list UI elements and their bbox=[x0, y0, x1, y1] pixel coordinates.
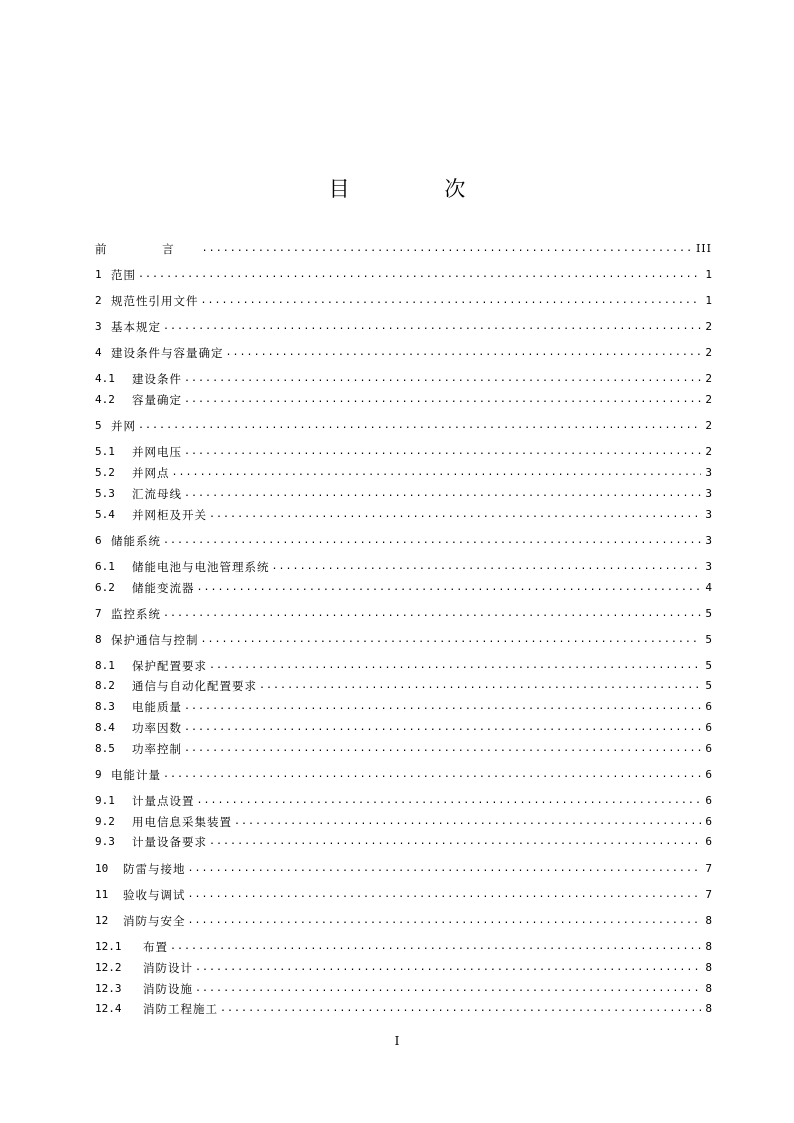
toc-leader-dots bbox=[201, 294, 702, 308]
toc-entry-title: 建设条件 bbox=[132, 372, 182, 386]
toc-entry-title: 验收与调试 bbox=[123, 888, 186, 902]
toc-entry-number: 12.4 bbox=[95, 1002, 122, 1015]
toc-entry-title: 并网点 bbox=[132, 466, 170, 480]
toc-entry-12[interactable] bbox=[95, 910, 712, 928]
toc-entry-10[interactable] bbox=[95, 858, 712, 876]
toc-entry-number: 6.2 bbox=[95, 581, 115, 594]
toc-entry-page: 7 bbox=[705, 862, 712, 875]
toc-leader-dots bbox=[184, 487, 701, 501]
toc-entry-number: 8.4 bbox=[95, 721, 115, 734]
toc-leader-dots bbox=[188, 862, 702, 876]
toc-entry-title: 储能电池与电池管理系统 bbox=[132, 560, 270, 574]
toc-entry-8-1[interactable] bbox=[95, 655, 712, 673]
toc-entry-page: 6 bbox=[705, 794, 712, 807]
toc-leader-dots bbox=[209, 835, 701, 849]
toc-entry-5-3[interactable] bbox=[95, 483, 712, 501]
toc-leader-dots bbox=[188, 914, 702, 928]
toc-entry-6[interactable] bbox=[95, 530, 712, 548]
toc-entry-page: 2 bbox=[705, 445, 712, 458]
toc-entry-page: 5 bbox=[705, 679, 712, 692]
toc-entry-9-2[interactable] bbox=[95, 811, 712, 829]
toc-entry-page: 6 bbox=[705, 742, 712, 755]
page-title: 目 次 bbox=[328, 177, 510, 201]
toc-entry-5-1[interactable] bbox=[95, 441, 712, 459]
toc-entry-title: 消防工程施工 bbox=[143, 1002, 218, 1016]
toc-entry-title: 通信与自动化配置要求 bbox=[132, 679, 257, 693]
toc-entry-number: 4.1 bbox=[95, 372, 115, 385]
toc-entry-4[interactable] bbox=[95, 342, 712, 360]
toc-entry-title: 规范性引用文件 bbox=[111, 294, 199, 308]
toc-entry-number: 5.4 bbox=[95, 508, 115, 521]
toc-leader-dots bbox=[170, 940, 701, 954]
toc-entry-page: 1 bbox=[705, 268, 712, 281]
toc-entry-page: 8 bbox=[705, 940, 712, 953]
toc-entry-4-2[interactable] bbox=[95, 389, 712, 407]
toc-entry-6-1[interactable] bbox=[95, 556, 712, 574]
toc-entry-8[interactable] bbox=[95, 629, 712, 647]
toc-entry-8-5[interactable] bbox=[95, 738, 712, 756]
toc-entry-title: 汇流母线 bbox=[132, 487, 182, 501]
toc-entry-page: 5 bbox=[705, 633, 712, 646]
toc-entry-number: 9 bbox=[95, 768, 102, 781]
toc-entry-number: 10 bbox=[95, 862, 109, 875]
toc-leader-dots bbox=[209, 659, 701, 673]
toc-entry-7[interactable] bbox=[95, 603, 712, 621]
toc-entry-title: 功率控制 bbox=[132, 742, 182, 756]
toc-leader-dots bbox=[163, 768, 701, 782]
toc-leader-dots bbox=[259, 679, 701, 693]
toc-entry-title: 布置 bbox=[143, 940, 168, 954]
toc-entry-5-2[interactable] bbox=[95, 462, 712, 480]
toc-entry-4-1[interactable] bbox=[95, 368, 712, 386]
toc-entry-title: 容量确定 bbox=[132, 393, 182, 407]
toc-entry-number: 8.5 bbox=[95, 742, 115, 755]
toc-entry-number: 9.2 bbox=[95, 815, 115, 828]
toc-entry-page: 6 bbox=[705, 835, 712, 848]
toc-entry-title: 用电信息采集装置 bbox=[132, 815, 232, 829]
toc-entry-page: III bbox=[695, 242, 712, 255]
toc-entry-number: 1 bbox=[95, 268, 102, 281]
toc-entry-page: 2 bbox=[705, 393, 712, 406]
toc-entry-number: 7 bbox=[95, 607, 102, 620]
toc-entry-page: 8 bbox=[705, 961, 712, 974]
toc-entry-number: 12.3 bbox=[95, 982, 122, 995]
page-number: I bbox=[394, 1034, 400, 1048]
toc-entry-page: 4 bbox=[705, 581, 712, 594]
toc-entry-number: 8.2 bbox=[95, 679, 115, 692]
toc-entry-title: 基本规定 bbox=[111, 320, 161, 334]
toc-entry-page: 3 bbox=[705, 508, 712, 521]
toc-entry-number: 8.1 bbox=[95, 659, 115, 672]
toc-entry-title: 功率因数 bbox=[132, 721, 182, 735]
toc-entry-number: 5.1 bbox=[95, 445, 115, 458]
toc-entry-number: 12.1 bbox=[95, 940, 122, 953]
toc-entry-number: 12.2 bbox=[95, 961, 122, 974]
toc-entry-3[interactable] bbox=[95, 316, 712, 334]
toc-entry-9-3[interactable] bbox=[95, 831, 712, 849]
toc-entry-8-4[interactable] bbox=[95, 717, 712, 735]
toc-entry-page: 6 bbox=[705, 721, 712, 734]
toc-leader-dots bbox=[184, 700, 701, 714]
toc-entry-title: 前 言 bbox=[95, 242, 200, 256]
toc-entry-1[interactable] bbox=[95, 264, 712, 282]
toc-entry-12-2[interactable] bbox=[95, 957, 712, 975]
toc-entry-page: 5 bbox=[705, 607, 712, 620]
toc-entry-title: 并网电压 bbox=[132, 445, 182, 459]
toc-leader-dots bbox=[184, 721, 701, 735]
toc-entry-title: 消防设施 bbox=[143, 982, 193, 996]
toc-entry-page: 2 bbox=[705, 320, 712, 333]
toc-entry-title: 防雷与接地 bbox=[123, 862, 186, 876]
toc-entry-6-2[interactable] bbox=[95, 577, 712, 595]
toc-entry-number: 11 bbox=[95, 888, 109, 901]
toc-entry-2[interactable] bbox=[95, 290, 712, 308]
toc-entry-page: 3 bbox=[705, 534, 712, 547]
toc-leader-dots bbox=[184, 393, 701, 407]
toc-entry-12-4[interactable] bbox=[95, 998, 712, 1016]
toc-entry-title: 电能计量 bbox=[111, 768, 161, 782]
toc-entry-page: 2 bbox=[705, 372, 712, 385]
toc-entry-number: 2 bbox=[95, 294, 102, 307]
toc-leader-dots bbox=[184, 372, 701, 386]
toc-entry-page: 5 bbox=[705, 659, 712, 672]
toc-entry-number: 9.3 bbox=[95, 835, 115, 848]
toc-leader-dots bbox=[184, 445, 701, 459]
toc-entry-8-3[interactable] bbox=[95, 696, 712, 714]
toc-entry-title: 保护通信与控制 bbox=[111, 633, 199, 647]
toc-entry-title: 并网柜及开关 bbox=[132, 508, 207, 522]
toc-entry-11[interactable] bbox=[95, 884, 712, 902]
toc-leader-dots bbox=[195, 982, 701, 996]
toc-leader-dots bbox=[188, 888, 702, 902]
toc-entry-number: 5.2 bbox=[95, 466, 115, 479]
toc-entry-title: 消防设计 bbox=[143, 961, 193, 975]
toc-entry-title: 并网 bbox=[111, 419, 136, 433]
toc-entry-5-4[interactable] bbox=[95, 504, 712, 522]
toc-entry-title: 建设条件与容量确定 bbox=[111, 346, 224, 360]
toc-entry-title: 保护配置要求 bbox=[132, 659, 207, 673]
toc-entry-page: 3 bbox=[705, 487, 712, 500]
toc-leader-dots bbox=[201, 633, 702, 647]
toc-leader-dots bbox=[197, 794, 702, 808]
toc-entry-number: 5 bbox=[95, 419, 102, 432]
toc-leader-dots bbox=[202, 242, 692, 256]
toc-entry-page: 2 bbox=[705, 419, 712, 432]
toc-entry-number: 9.1 bbox=[95, 794, 115, 807]
toc-leader-dots bbox=[272, 560, 702, 574]
toc-leader-dots bbox=[138, 419, 701, 433]
toc-leader-dots bbox=[163, 320, 701, 334]
toc-entry-preface[interactable] bbox=[95, 238, 712, 256]
toc-entry-title: 计量设备要求 bbox=[132, 835, 207, 849]
toc-entry-page: 8 bbox=[705, 982, 712, 995]
toc-entry-number: 3 bbox=[95, 320, 102, 333]
toc-entry-title: 电能质量 bbox=[132, 700, 182, 714]
toc-entry-number: 8.3 bbox=[95, 700, 115, 713]
toc-leader-dots bbox=[163, 534, 701, 548]
toc-entry-page: 3 bbox=[705, 466, 712, 479]
toc-leader-dots bbox=[220, 1002, 701, 1016]
toc-entry-12-1[interactable] bbox=[95, 936, 712, 954]
toc-leader-dots bbox=[138, 268, 701, 282]
toc-leader-dots bbox=[209, 508, 701, 522]
toc-entry-page: 3 bbox=[705, 560, 712, 573]
toc-entry-page: 8 bbox=[705, 1002, 712, 1015]
toc-leader-dots bbox=[172, 466, 702, 480]
toc-entry-title: 计量点设置 bbox=[132, 794, 195, 808]
toc-entry-page: 6 bbox=[705, 768, 712, 781]
toc-entry-page: 6 bbox=[705, 815, 712, 828]
toc-leader-dots bbox=[197, 581, 702, 595]
toc-leader-dots bbox=[226, 346, 702, 360]
toc-entry-9[interactable] bbox=[95, 764, 712, 782]
toc-leader-dots bbox=[163, 607, 701, 621]
toc-entry-title: 消防与安全 bbox=[123, 914, 186, 928]
toc-entry-page: 2 bbox=[705, 346, 712, 359]
toc-leader-dots bbox=[195, 961, 701, 975]
toc-entry-number: 4 bbox=[95, 346, 102, 359]
toc-entry-page: 6 bbox=[705, 700, 712, 713]
toc-entry-5[interactable] bbox=[95, 415, 712, 433]
toc-leader-dots bbox=[184, 742, 701, 756]
toc-entry-title: 储能变流器 bbox=[132, 581, 195, 595]
toc-entry-title: 范围 bbox=[111, 268, 136, 282]
toc-entry-number: 5.3 bbox=[95, 487, 115, 500]
toc-leader-dots bbox=[234, 815, 701, 829]
toc-entry-number: 8 bbox=[95, 633, 102, 646]
toc-entry-number: 4.2 bbox=[95, 393, 115, 406]
toc-entry-9-1[interactable] bbox=[95, 790, 712, 808]
toc-entry-12-3[interactable] bbox=[95, 978, 712, 996]
toc-entry-number: 6.1 bbox=[95, 560, 115, 573]
toc-entry-number: 12 bbox=[95, 914, 109, 927]
toc-entry-page: 7 bbox=[705, 888, 712, 901]
toc-entry-number: 6 bbox=[95, 534, 102, 547]
toc-entry-page: 8 bbox=[705, 914, 712, 927]
toc-entry-title: 储能系统 bbox=[111, 534, 161, 548]
toc-entry-8-2[interactable] bbox=[95, 675, 712, 693]
toc-entry-page: 1 bbox=[705, 294, 712, 307]
toc-entry-title: 监控系统 bbox=[111, 607, 161, 621]
